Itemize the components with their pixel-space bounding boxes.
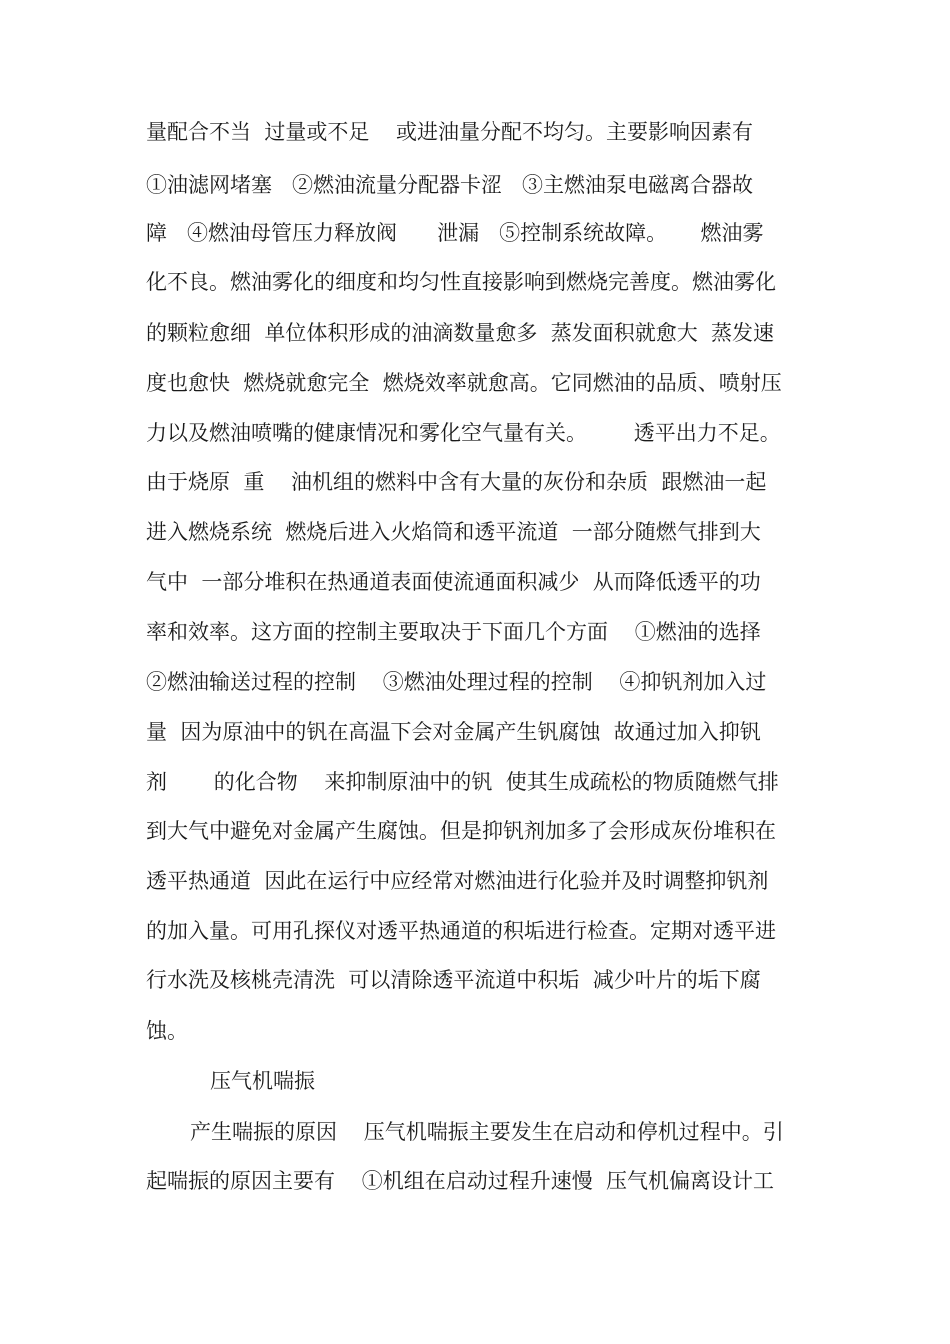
paragraph-line: 起喘振的原因主要有 ①机组在启动过程升速慢 压气机偏离设计工 — [146, 1169, 775, 1193]
paragraph-line: ①油滤网堵塞 ②燃油流量分配器卡涩 ③主燃油泵电磁离合器故 — [146, 173, 754, 197]
paragraph-line: 产生喘振的原因 压气机喘振主要发生在启动和停机过程中。引 — [190, 1120, 784, 1144]
paragraph-line: 进入燃烧系统 燃烧后进入火焰筒和透平流道 一部分随燃气排到大 — [146, 520, 761, 544]
paragraph-line: 气中 一部分堆积在热通道表面使流通面积减少 从而降低透平的功 — [146, 570, 761, 594]
paragraph-line: 到大气中避免对金属产生腐蚀。但是抑钒剂加多了会形成灰份堆积在 — [146, 819, 776, 843]
paragraph-line: 蚀。 — [146, 1019, 188, 1043]
paragraph-line: 行水洗及核桃壳清洗 可以清除透平流道中积垢 减少叶片的垢下腐 — [146, 968, 761, 992]
paragraph-line: ②燃油输送过程的控制 ③燃油处理过程的控制 ④抑钒剂加入过 — [146, 670, 767, 694]
section-heading: 压气机喘振 — [210, 1069, 315, 1093]
paragraph-line: 量 因为原油中的钒在高温下会对金属产生钒腐蚀 故通过加入抑钒 — [146, 720, 761, 744]
paragraph-line: 度也愈快 燃烧就愈完全 燃烧效率就愈高。它同燃油的品质、喷射压 — [146, 371, 782, 395]
paragraph-line: 的加入量。可用孔探仪对透平热通道的积垢进行检查。定期对透平进 — [146, 919, 776, 943]
paragraph-line: 透平热通道 因此在运行中应经常对燃油进行化验并及时调整抑钒剂 — [146, 869, 769, 893]
paragraph-line: 量配合不当 过量或不足 或进油量分配不均匀。主要影响因素有 — [146, 120, 754, 144]
paragraph-line: 障 ④燃油母管压力释放阀 泄漏 ⑤控制系统故障。 燃油雾 — [146, 221, 764, 245]
paragraph-line: 由于烧原 重 油机组的燃料中含有大量的灰份和杂质 跟燃油一起 — [146, 470, 767, 494]
paragraph-line: 率和效率。这方面的控制主要取决于下面几个方面 ①燃油的选择 — [146, 620, 761, 644]
paragraph-line: 剂 的化合物 来抑制原油中的钒 使其生成疏松的物质随燃气排 — [146, 770, 779, 794]
paragraph-line: 化不良。燃油雾化的细度和均匀性直接影响到燃烧完善度。燃油雾化 — [146, 270, 776, 294]
paragraph-line: 力以及燃油喷嘴的健康情况和雾化空气量有关。 透平出力不足。 — [146, 421, 781, 445]
paragraph-line: 的颗粒愈细 单位体积形成的油滴数量愈多 蒸发面积就愈大 蒸发速 — [146, 321, 775, 345]
